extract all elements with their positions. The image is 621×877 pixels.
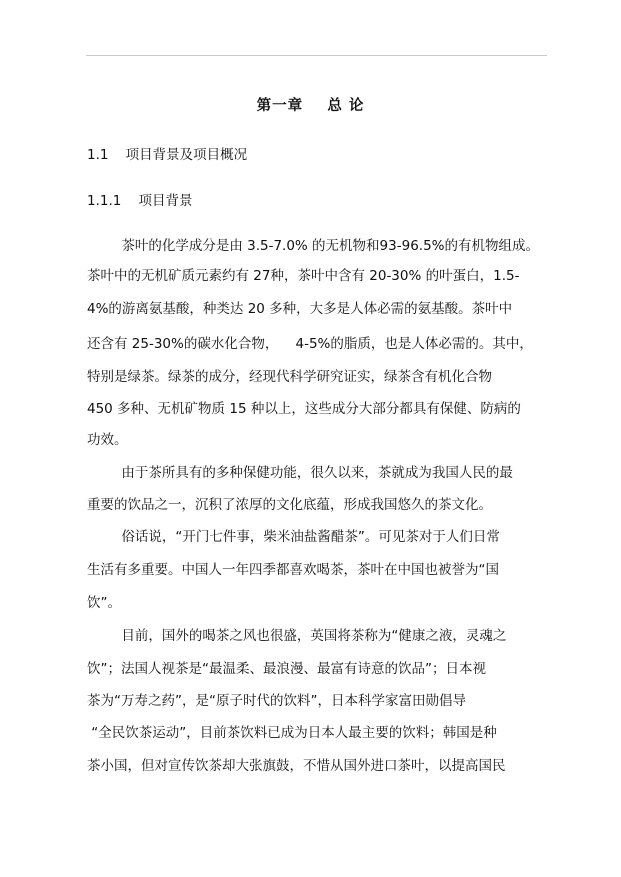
- subsection-heading: 1.1.1 项目背景: [87, 193, 193, 209]
- body-line: 450 多种、无机矿物质 15 种以上，这些成分大部分都具有保健、防病的: [87, 401, 521, 417]
- body-line: 生活有多重要。中国人一年四季都喜欢喝茶，茶叶在中国也被誉为“国: [87, 562, 499, 578]
- body-line: 茶叶的化学成分是由 3.5-7.0% 的无机物和93-96.5%的有机物组成。: [87, 238, 539, 254]
- body-line: 饮”。: [87, 595, 121, 611]
- body-line: 茶叶中的无机矿质元素约有 27种，茶叶中含有 20-30% 的叶蛋白，1.5-: [87, 268, 520, 284]
- body-line: 由于茶所具有的多种保健功能，很久以来，茶就成为我国人民的最: [87, 465, 513, 481]
- body-line: 还含有 25-30%的碳水化合物， 4-5%的脂质，也是人体必需的。其中，: [87, 336, 533, 352]
- body-line: 特别是绿茶。绿茶的成分，经现代科学研究证实，绿茶含有机化合物: [87, 369, 492, 385]
- chapter-title: 第一章 总 论: [256, 98, 365, 114]
- body-line: 茶小国，但对宣传饮茶却大张旗鼓，不惜从国外进口茶叶，以提高国民: [87, 758, 506, 774]
- body-line: 功效。: [87, 432, 128, 448]
- body-line: 俗话说，“开门七件事，柴米油盐酱醋茶”。可见茶对于人们日常: [87, 529, 500, 545]
- section-heading: 1.1 项目背景及项目概况: [87, 147, 248, 163]
- body-line: 茶为“万寿之药”，是“原子时代的饮料”，日本科学家富田勋倡导: [87, 693, 466, 709]
- header-rule: [86, 55, 547, 56]
- body-line: 目前，国外的喝茶之风也很盛，英国将茶称为“健康之液，灵魂之: [87, 628, 507, 644]
- body-line: 重要的饮品之一，沉积了浓厚的文化底蕴，形成我国悠久的茶文化。: [87, 497, 492, 513]
- body-line: 饮”；法国人视茶是“最温柔、最浪漫、最富有诗意的饮品”；日本视: [87, 661, 486, 677]
- body-line: “全民饮茶运动”，目前茶饮料已成为日本人最主要的饮料；韩国是种: [87, 725, 497, 741]
- body-line: 4%的游离氨基酸，种类达 20 多种，大多是人体必需的氨基酸。茶叶中: [87, 301, 513, 317]
